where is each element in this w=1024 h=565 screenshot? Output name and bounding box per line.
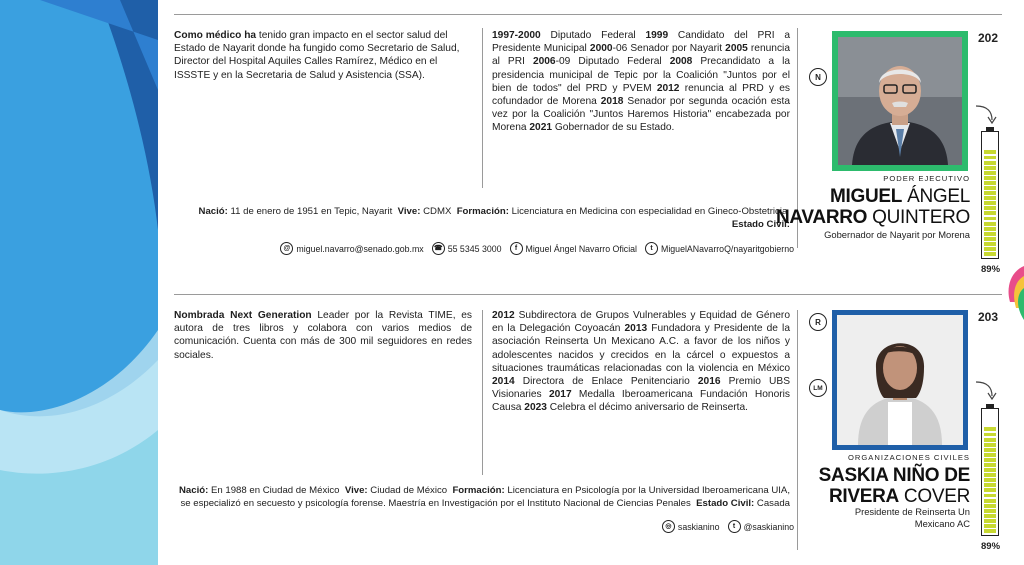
facebook-icon: f (510, 242, 523, 255)
meter-segment (984, 504, 996, 508)
contact-text: 55 5345 3000 (447, 243, 502, 254)
contact-item[interactable] (728, 520, 795, 533)
timeline-text: Premio UBS Visionaries (492, 376, 790, 401)
contact-text: miguel.navarro@senado.gob.mx (296, 243, 424, 254)
column-divider (482, 28, 483, 188)
contact-list (662, 520, 794, 533)
meter-segment (984, 242, 996, 246)
timeline-year: 2021 (529, 122, 553, 134)
portrait-photo (832, 310, 968, 450)
phone-icon: ☎ (432, 242, 445, 255)
meter-segment (984, 150, 996, 154)
meter-segment (984, 217, 996, 221)
meter-segment (984, 478, 996, 482)
meter-segment (984, 433, 996, 437)
influence-meter (981, 408, 999, 536)
meter-segment (984, 417, 996, 421)
meter-percent: 89% (981, 264, 1001, 275)
timeline-text: -06 Senador por Nayarit (612, 43, 726, 55)
meter-segment (984, 509, 996, 513)
instagram-icon: ◎ (662, 520, 675, 533)
meter-segment (984, 161, 996, 165)
timeline-text: -09 Diputado Federal (555, 56, 670, 68)
timeline-text: Celebra el décimo aniversario de Reinserta. (546, 402, 748, 414)
contact-item[interactable] (645, 242, 794, 255)
influence-meter (981, 131, 999, 259)
timeline-year: 2013 (624, 323, 648, 335)
portrait-frame (832, 31, 968, 171)
person-role: Presidente de Reinserta Un Mexicano AC (854, 506, 970, 529)
meter-segment (984, 463, 996, 467)
meter-segment (984, 443, 996, 447)
timeline-text: Precandidato a la presidencia municipal de Tepic por la Coalición "Juntos por el bien de todos" del PRD y PVEM (492, 56, 791, 94)
portrait-frame (832, 310, 968, 450)
party-badge: N (809, 68, 827, 86)
meter-segment (984, 206, 996, 210)
meter-segment (984, 140, 996, 144)
contact-text: @saskianino (743, 521, 794, 532)
timeline-year: 1997-2000 (492, 30, 541, 41)
timeline-year: 2014 (492, 376, 515, 388)
meter-segment (984, 191, 996, 195)
meter-segment (984, 196, 996, 200)
entry-separator (174, 294, 1002, 295)
meter-segment (984, 171, 996, 175)
meter-segment (984, 488, 996, 492)
meter-segment (984, 176, 996, 180)
meter-segment (984, 237, 996, 241)
career-timeline (492, 309, 790, 415)
timeline-year: 2012 (656, 82, 680, 94)
meter-segment (984, 453, 996, 457)
meter-segment (984, 412, 996, 416)
intro-paragraph: Como médico ha tenido gran impacto en el sector salud del Estado de Nayarit donde ha fungido como Secretario de Salud, Director del Hospital Aquiles Calles Ramírez, Médico en el ISSSTE y en la Secretaria de Salud y Asistencia (SSA). (174, 30, 460, 81)
contact-item[interactable] (280, 242, 423, 255)
category-label: PODER EJECUTIVO (883, 174, 970, 183)
meter-segment (984, 473, 996, 477)
timeline-text: Fundadora y Presidente de la asociación Reinserta Un Mexicano A.C. a favor de los niños y adolescentes nacidos y crecidos en la cárcel o expuestos a situaciones traumáticas relacionadas con la violencia en México (492, 323, 790, 374)
timeline-year: 2008 (669, 56, 693, 68)
twitter-icon: t (645, 242, 658, 255)
person-name: MIGUEL ÁNGEL NAVARRO QUINTERO (776, 186, 970, 228)
contact-item[interactable] (662, 520, 720, 533)
meter-segment (984, 448, 996, 452)
meter-segment (984, 186, 996, 190)
contact-item[interactable] (510, 242, 637, 255)
meter-segment (984, 135, 996, 139)
timeline-text: Senador por segunda ocación esta vez por la Coalición "Juntos Haremos Historia" encabezada por Morena (492, 96, 790, 134)
timeline-year: 2000 (589, 43, 613, 55)
timeline-text: Directora de Enlace Penitenciario (514, 376, 698, 388)
meter-segment (984, 524, 996, 528)
timeline-text: renuncia al PRI (492, 43, 790, 68)
twitter-icon: t (728, 520, 741, 533)
entry-number: 202 (978, 31, 999, 45)
column-divider (482, 310, 483, 475)
contact-text: saskianino (677, 521, 720, 532)
meter-segment (984, 252, 996, 256)
timeline-text: Gobernador de su Estado. (552, 122, 675, 134)
meter-segment (984, 166, 996, 170)
column-divider (797, 310, 798, 550)
timeline-year: 2016 (697, 376, 721, 388)
decorative-left-band (0, 0, 158, 565)
meter-segment (984, 247, 996, 251)
personal-details: Nació: En 1988 en Ciudad de México Vive: Ciudad de México Formación: Licenciatura en Psicología por la Universidad Iberoamericana UIA, se especializó en secuesto y psicología forense. Maestría en Investigación por el Instituto Nacional de Ciencias Penales Estado Civil: Casada (178, 485, 790, 509)
timeline-year: 1999 (645, 30, 669, 41)
meter-segment (984, 145, 996, 149)
meter-segment (984, 438, 996, 442)
meter-segment (984, 494, 996, 498)
meter-segment (984, 211, 996, 215)
contact-text: MiguelANavarroQ/nayaritgobierno (661, 243, 794, 254)
party-badge: R (809, 313, 827, 331)
meter-segment (984, 499, 996, 503)
meter-segment (984, 519, 996, 523)
timeline-text: Medalla Iberoamericana Fundación Honoris Causa (492, 389, 790, 414)
meter-segment (984, 514, 996, 518)
sector-badge: LM (809, 379, 827, 397)
meter-segment (984, 232, 996, 236)
meter-segment (984, 222, 996, 226)
timeline-text: Subdirectora de Grupos Vulnerables y Equidad de Género en la Delegación Coyoacán (492, 310, 790, 335)
person-role: Gobernador de Nayarit por Morena (824, 229, 970, 240)
meter-segment (984, 156, 996, 160)
meter-segment (984, 458, 996, 462)
meter-segment (984, 427, 996, 431)
entry-number: 203 (978, 310, 999, 324)
career-timeline (492, 29, 790, 135)
contact-list (280, 242, 794, 255)
contact-item[interactable] (432, 242, 502, 255)
timeline-year: 2012 (492, 310, 515, 321)
meter-percent: 89% (981, 541, 1001, 552)
timeline-text: Candidato del PRI a Presidente Municipal (492, 30, 790, 55)
timeline-year: 2006 (532, 56, 556, 68)
portrait-photo (832, 31, 968, 171)
timeline-year: 2018 (600, 96, 624, 108)
meter-segment (984, 422, 996, 426)
category-label: ORGANIZACIONES CIVILES (847, 453, 970, 462)
email-icon: @ (280, 242, 293, 255)
timeline-year: 2017 (548, 389, 572, 401)
meter-segment (984, 468, 996, 472)
meter-segment (984, 483, 996, 487)
curved-arrow-icon (974, 380, 998, 402)
curved-arrow-icon (974, 104, 998, 126)
personal-details: Nació: 11 de enero de 1951 en Tepic, Nayarit Vive: CDMX Formación: Licenciatura en Medicina con especialidad en Gineco-Obstetricia Estado Civil: (198, 206, 790, 230)
meter-segment (984, 529, 996, 533)
timeline-text: renuncia al PRD y es cofundador de Morena (492, 82, 790, 108)
timeline-text: Diputado Federal (540, 30, 646, 41)
meter-segment (984, 201, 996, 205)
intro-paragraph: Nombrada Next Generation Leader por la Revista TIME, es autora de tres libros y colabora con varios medios de comunicación. Cuenta con más de 300 mil seguidores en redes sociales. (174, 310, 472, 361)
contact-text: Miguel Ángel Navarro Oficial (525, 243, 637, 254)
person-name: SASKIA NIÑO DE RIVERA COVER (818, 465, 970, 507)
timeline-year: 2023 (524, 402, 547, 414)
top-rule (174, 14, 1002, 15)
meter-segment (984, 181, 996, 185)
timeline-year: 2005 (725, 43, 748, 55)
decorative-right-swoosh (1000, 262, 1024, 326)
meter-segment (984, 227, 996, 231)
